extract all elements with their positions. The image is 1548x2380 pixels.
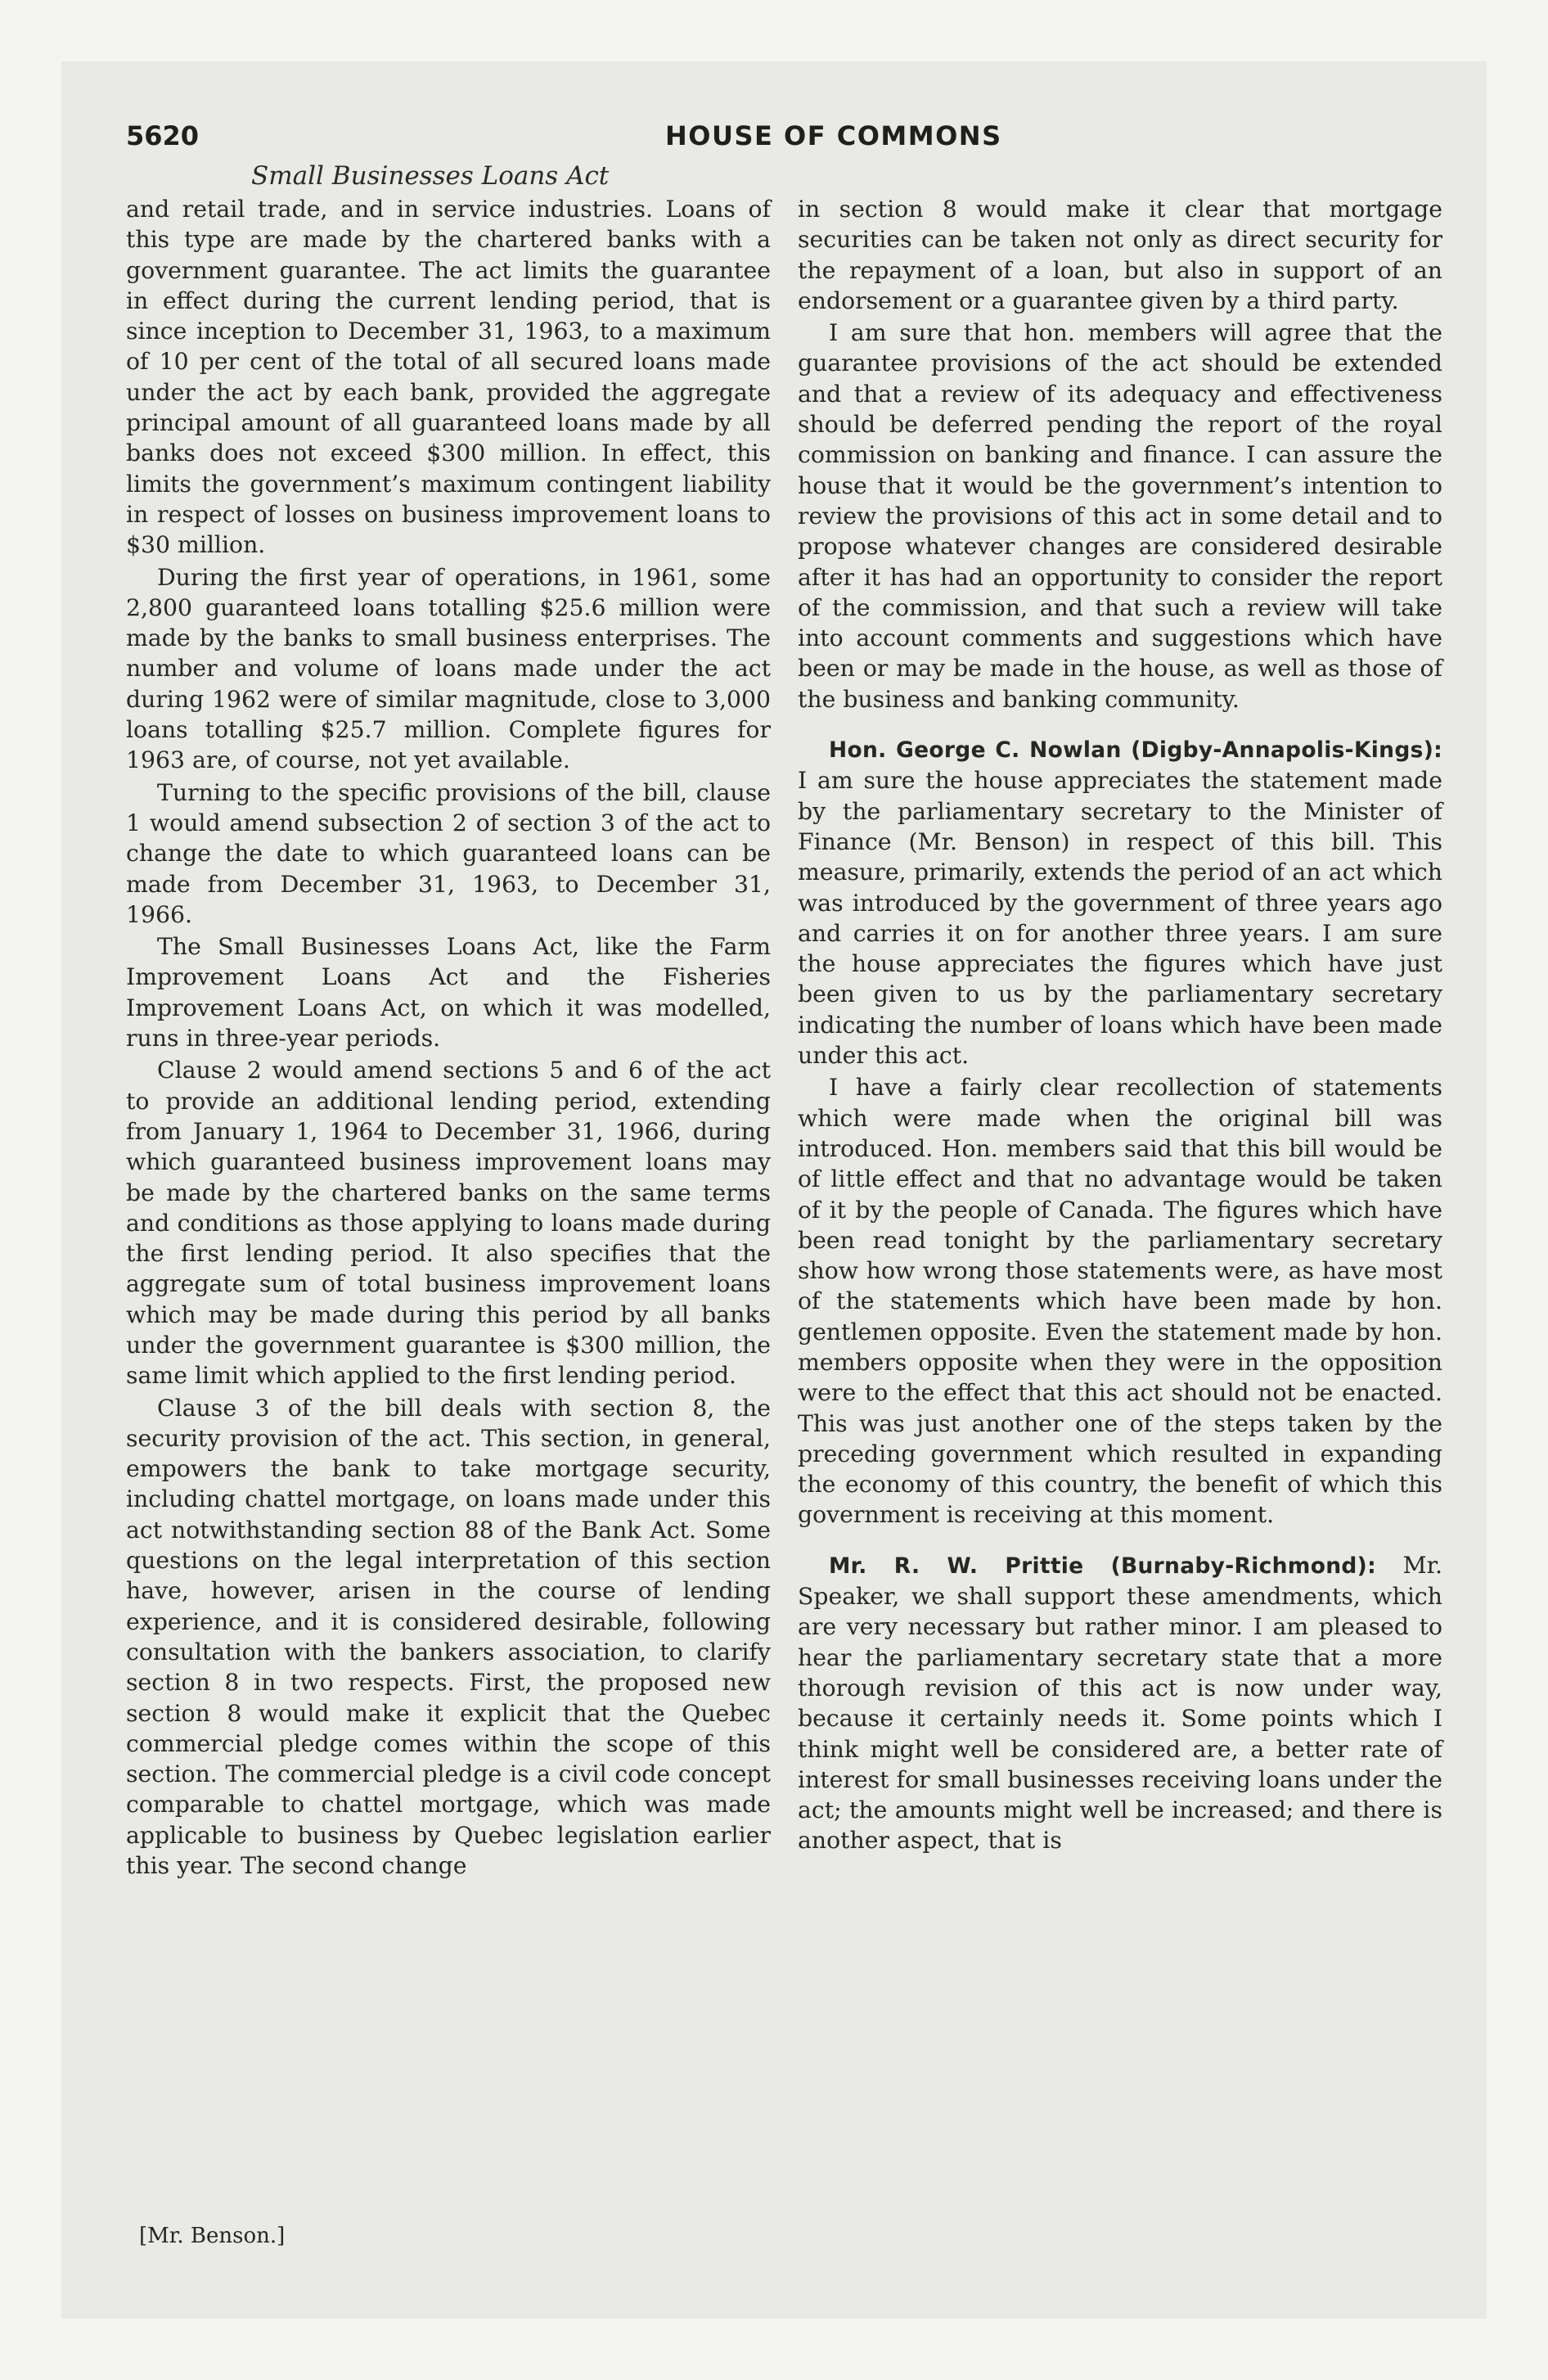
paragraph: I am sure that hon. members will agree that the guarantee provisions of the act should be extended and that a review of its adequacy and effectiveness should be deferred pending the report of the royal commission on banking and finance. I can assure the house that it would be the government’s intention to review the provisions of this act in some detail and to propose whatever changes are considered desirable after it has had an opportunity to consider the report of the commission, and that such a review will take into account comments and suggestions which have been or may be made in the house, as well as those of the business and banking community.: [798, 319, 1442, 713]
paragraph: The Small Businesses Loans Act, like the Farm Improvement Loans Act and the Fisheries Improvement Loans Act, on which it was modelled, runs in three-year periods.: [126, 933, 771, 1053]
paragraph: I have a fairly clear recollection of statements which were made when the original bill was introduced. Hon. members said that this bill would be of little effect and that no advantage would be taken of it by the people of Canada. The figures which have been read tonight by the parliamentary secretary show how wrong those statements were, as have most of the statements which have been made by hon. gentlemen opposite. Even the statement made by hon. members opposite when they were in the opposition were to the effect that this act should not be enacted. This was just another one of the steps taken by the preceding government which resulted in expanding the economy of this country, the benefit of which this government is receiving at this moment.: [798, 1074, 1442, 1529]
speech-paragraph: [798, 1550, 1442, 1856]
speech-text: Mr. Speaker, we shall support these amendments, which are very necessary but rather minor. I am pleased to hear the parliamentary secretary state that a more thorough revision of this act is now under way, because it certainly needs it. Some points which I think might well be considered are, a better rate of interest for small businesses receiving loans under the act; the amounts might well be increased; and there is another aspect, that is: [798, 1551, 1442, 1855]
right-column: [798, 194, 1442, 1856]
paragraph: and retail trade, and in service industries. Loans of this type are made by the chartered banks with a government guarantee. The act limits the guarantee in effect during the current lending period, that is since inception to December 31, 1963, to a maximum of 10 per cent of the total of all secured loans made under the act by each bank, provided the aggregate principal amount of all guaranteed loans made by all banks does not exceed $300 million. In effect, this limits the government’s maximum contingent liability in respect of losses on business improvement loans to $30 million.: [126, 196, 771, 559]
paragraph: Turning to the specific provisions of the bill, clause 1 would amend subsection 2 of section 3 of the act to change the date to which guaranteed loans can be made from December 31, 1963, to December 31, 1966.: [126, 778, 771, 928]
paragraph: During the first year of operations, in 1961, some 2,800 guaranteed loans totalling $25.6 million were made by the banks to small business enterprises. The number and volume of loans made under the act during 1962 were of similar magnitude, close to 3,000 loans totalling $25.7 million. Complete figures for 1963 are, of course, not yet available.: [126, 563, 771, 774]
speaker-name: Mr. R. W. Prittie (Burnaby-Richmond):: [829, 1553, 1376, 1579]
subject-line: Small Businesses Loans Act: [251, 161, 610, 191]
scanned-page: [61, 61, 1487, 2319]
speaker-footnote: [Mr. Benson.]: [139, 2224, 286, 2248]
speech-text: I am sure the house appreciates the statement made by the parliamentary secretary to the Minister of Finance (Mr. Benson) in respect of this bill. This measure, primarily, extends the period of an act which was introduced by the government of three years ago and carries it on for another three years. I am sure the house appreciates the figures which have just been given to us by the parliamentary secretary indicating the number of loans which have been made under this act.: [798, 767, 1442, 1070]
page-number: 5620: [126, 120, 200, 151]
left-column: [126, 194, 771, 1881]
paragraph: in section 8 would make it clear that mortgage securities can be taken not only as direct security for the repayment of a loan, but also in support of an endorsement or a guarantee given by a third party.: [798, 196, 1442, 314]
speech-paragraph: [798, 734, 1442, 1071]
paragraph: Clause 2 would amend sections 5 and 6 of the act to provide an additional lending period, extending from January 1, 1964 to December 31, 1966, during which guaranteed business improvement loans may be made by the chartered banks on the same terms and conditions as those applying to loans made during the first lending period. It also specifies that the aggregate sum of total business improvement loans which may be made during this period by all banks under the government guarantee is $300 million, the same limit which applied to the first lending period.: [126, 1057, 771, 1390]
running-title: HOUSE OF COMMONS: [665, 120, 1002, 151]
paragraph: Clause 3 of the bill deals with section 8, the security provision of the act. This section, in general, empowers the bank to take mortgage security, including chattel mortgage, on loans made under this act notwithstanding section 88 of the Bank Act. Some questions on the legal interpretation of this section have, however, arisen in the course of lending experience, and it is considered desirable, following consultation with the bankers association, to clarify section 8 in two respects. First, the proposed new section 8 would make it explicit that the Quebec commercial pledge comes within the scope of this section. The commercial pledge is a civil code concept comparable to chattel mortgage, which was made applicable to business by Quebec legislation earlier this year. The second change: [126, 1394, 771, 1880]
speaker-name: Hon. George C. Nowlan (Digby-Annapolis-Kings):: [829, 737, 1442, 764]
